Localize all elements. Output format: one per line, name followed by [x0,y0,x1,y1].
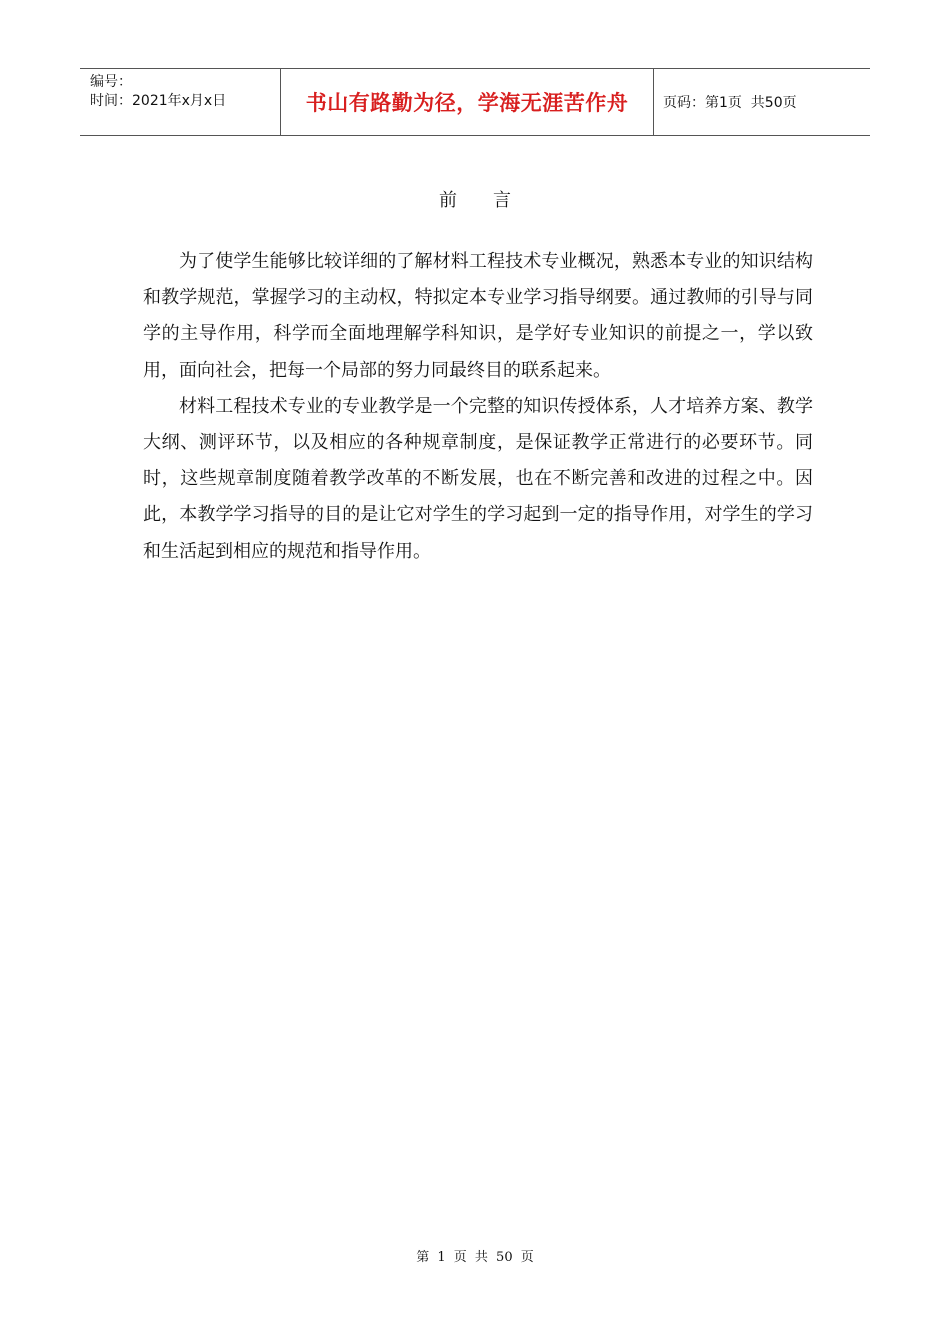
paragraph: 为了使学生能够比较详细的了解材料工程技术专业概况，熟悉本专业的知识结构和教学规范，掌握学习的主动权，特拟定本专业学习指导纲要。通过教师的引导与同学的主导作用，科学而全面地理解学科知识，是学好专业知识的前提之一，学以致用，面向社会，把每一个局部的努力同最终目的联系起来。 [143,251,813,381]
header-motto: 书山有路勤为径，学海无涯苦作舟 [281,69,654,135]
paragraph: 材料工程技术专业的专业教学是一个完整的知识传授体系，人才培养方案、教学大纲、测评环节，以及相应的各种规章制度，是保证教学正常进行的必要环节。同时，这些规章制度随着教学改革的不断发展，也在不断完善和改进的过程之中。因此，本教学学习指导的目的是让它对学生的学习起到一定的指导作用，对学生的学习和生活起到相应的规范和指导作用。 [143,395,813,562]
header-page-text: 页码：第1页 共50页 [663,95,797,111]
document-date: 时间：2021年x月x日 [90,93,227,109]
document-number-label: 编号： [90,74,132,90]
header-page-info [654,69,870,135]
page-header [80,68,870,136]
document-body [143,244,813,570]
page-footer: 第 1 页 共 50 页 [416,1250,534,1265]
document-title: 前言 [439,190,547,211]
header-meta [80,69,281,135]
